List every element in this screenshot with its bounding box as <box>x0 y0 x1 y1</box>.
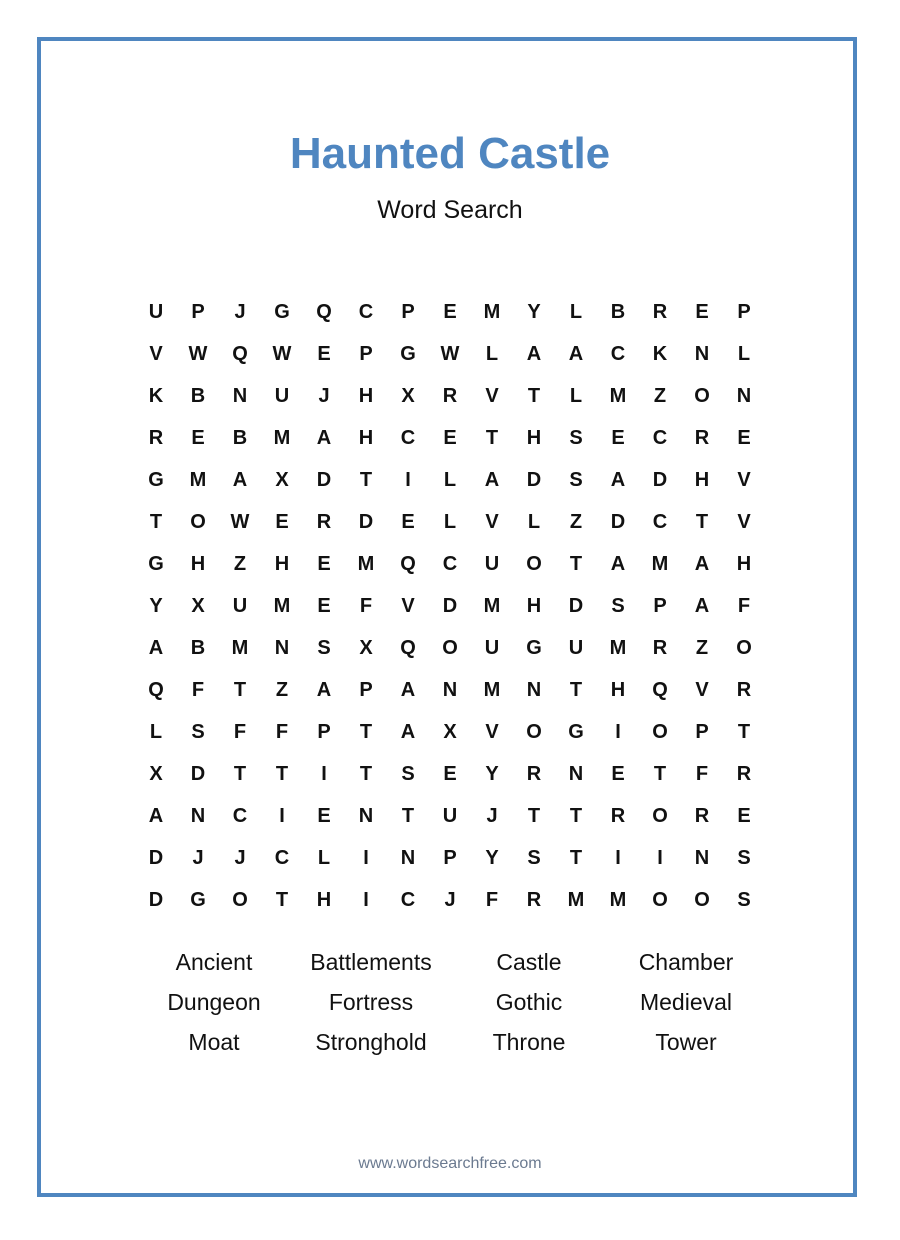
grid-letter[interactable]: O <box>652 721 668 743</box>
grid-letter[interactable]: R <box>736 763 752 785</box>
grid-letter[interactable]: V <box>737 469 751 491</box>
puzzle-title: Haunted Castle <box>289 129 611 178</box>
grid-letter[interactable]: E <box>737 427 751 449</box>
grid-letter[interactable]: C <box>400 427 416 449</box>
grid-letter[interactable]: S <box>611 595 625 617</box>
grid-letter[interactable]: F <box>275 721 289 743</box>
grid-letter[interactable]: I <box>405 469 411 491</box>
word-list-item: Battlements <box>310 949 432 975</box>
grid-letter[interactable]: R <box>610 805 626 827</box>
grid-letter[interactable]: P <box>653 595 667 617</box>
grid-letter[interactable]: J <box>234 301 246 323</box>
grid-letter[interactable]: G <box>568 721 584 743</box>
grid-letter[interactable]: X <box>401 385 415 407</box>
grid-letter[interactable]: M <box>273 595 291 617</box>
grid-letter[interactable]: E <box>443 763 457 785</box>
grid-letter[interactable]: F <box>695 763 709 785</box>
grid-letter[interactable]: V <box>485 385 499 407</box>
grid-letter[interactable]: Y <box>527 301 541 323</box>
grid-letter[interactable]: S <box>317 637 331 659</box>
word-list-item: Dungeon <box>167 989 261 1015</box>
grid-letter[interactable]: T <box>233 763 247 785</box>
grid-letter[interactable]: N <box>400 847 416 869</box>
grid-letter[interactable]: U <box>232 595 248 617</box>
grid-letter[interactable]: P <box>317 721 331 743</box>
grid-letter[interactable]: T <box>527 385 541 407</box>
grid-letter[interactable]: A <box>316 679 332 701</box>
grid-letter[interactable]: U <box>442 805 458 827</box>
grid-letter[interactable]: T <box>359 763 373 785</box>
grid-letter[interactable]: L <box>485 343 499 365</box>
grid-letter[interactable]: O <box>526 721 542 743</box>
grid-letter[interactable]: Z <box>653 385 667 407</box>
grid-letter[interactable]: V <box>401 595 415 617</box>
grid-letter[interactable]: R <box>442 385 458 407</box>
grid-letter[interactable]: A <box>148 805 164 827</box>
grid-letter[interactable]: G <box>400 343 416 365</box>
grid-letter[interactable]: M <box>483 595 501 617</box>
grid-letter[interactable]: T <box>275 889 289 911</box>
grid-letter[interactable]: G <box>274 301 290 323</box>
grid-letter[interactable]: H <box>526 595 542 617</box>
grid-letter[interactable]: Q <box>148 679 164 701</box>
grid-letter[interactable]: M <box>273 427 291 449</box>
grid-letter[interactable]: M <box>231 637 249 659</box>
grid-letter[interactable]: H <box>316 889 332 911</box>
grid-letter[interactable]: B <box>232 427 248 449</box>
grid-letter[interactable]: S <box>737 889 751 911</box>
grid-letter[interactable]: W <box>440 343 460 365</box>
grid-letter[interactable]: C <box>652 511 668 533</box>
grid-letter[interactable]: C <box>400 889 416 911</box>
word-list-item: Medieval <box>639 989 733 1015</box>
grid-letter[interactable]: D <box>190 763 206 785</box>
grid-letter[interactable]: H <box>190 553 206 575</box>
grid-letter[interactable]: N <box>190 805 206 827</box>
grid-letter[interactable]: D <box>610 511 626 533</box>
grid-letter[interactable]: T <box>569 805 583 827</box>
grid-letter[interactable]: T <box>233 679 247 701</box>
grid-letter[interactable]: R <box>148 427 164 449</box>
grid-letter[interactable]: O <box>652 805 668 827</box>
grid-letter[interactable]: D <box>442 595 458 617</box>
grid-letter[interactable]: O <box>736 637 752 659</box>
grid-letter[interactable]: O <box>694 889 710 911</box>
grid-letter[interactable]: V <box>695 679 709 701</box>
grid-letter[interactable]: A <box>316 427 332 449</box>
grid-letter[interactable]: E <box>317 805 331 827</box>
grid-letter[interactable]: S <box>401 763 415 785</box>
grid-letter[interactable]: M <box>609 637 627 659</box>
grid-letter[interactable]: A <box>694 595 710 617</box>
grid-letter[interactable]: Z <box>695 637 709 659</box>
grid-letter[interactable]: V <box>485 511 499 533</box>
grid-letter[interactable]: B <box>190 637 206 659</box>
grid-letter[interactable]: Z <box>275 679 289 701</box>
grid-letter[interactable]: T <box>653 763 667 785</box>
grid-letter[interactable]: U <box>484 637 500 659</box>
grid-letter[interactable]: P <box>401 301 415 323</box>
grid-letter[interactable]: A <box>400 721 416 743</box>
word-list-item: Tower <box>655 1029 717 1055</box>
grid-letter[interactable]: G <box>190 889 206 911</box>
grid-letter[interactable]: H <box>274 553 290 575</box>
grid-letter[interactable]: N <box>694 847 710 869</box>
grid-letter[interactable]: P <box>359 679 373 701</box>
grid-letter[interactable]: H <box>610 679 626 701</box>
grid-letter[interactable]: P <box>443 847 457 869</box>
grid-letter[interactable]: E <box>443 301 457 323</box>
grid-letter[interactable]: T <box>569 847 583 869</box>
grid-letter[interactable]: N <box>274 637 290 659</box>
grid-letter[interactable]: Q <box>316 301 332 323</box>
grid-letter[interactable]: R <box>526 763 542 785</box>
grid-letter[interactable]: Q <box>232 343 248 365</box>
grid-letter[interactable]: A <box>610 553 626 575</box>
grid-letter[interactable]: N <box>358 805 374 827</box>
grid-letter[interactable]: R <box>736 679 752 701</box>
grid-letter[interactable]: V <box>737 511 751 533</box>
grid-letter[interactable]: J <box>192 847 204 869</box>
grid-letter[interactable]: C <box>232 805 248 827</box>
word-list-item: Castle <box>496 949 562 975</box>
grid-letter[interactable]: J <box>444 889 456 911</box>
grid-letter[interactable]: Q <box>400 553 416 575</box>
grid-letter[interactable]: B <box>610 301 626 323</box>
grid-letter[interactable]: Y <box>485 763 499 785</box>
grid-letter[interactable]: N <box>568 763 584 785</box>
grid-letter[interactable]: R <box>694 427 710 449</box>
grid-letter[interactable]: J <box>486 805 498 827</box>
grid-letter[interactable]: T <box>359 721 373 743</box>
grid-letter[interactable]: F <box>737 595 751 617</box>
grid-letter[interactable]: S <box>191 721 205 743</box>
grid-letter[interactable]: C <box>652 427 668 449</box>
grid-letter[interactable]: T <box>359 469 373 491</box>
grid-letter[interactable]: L <box>443 511 457 533</box>
grid-letter[interactable]: D <box>148 847 164 869</box>
grid-letter[interactable]: P <box>191 301 205 323</box>
grid-letter[interactable]: X <box>149 763 163 785</box>
grid-letter[interactable]: T <box>275 763 289 785</box>
grid-letter[interactable]: H <box>736 553 752 575</box>
puzzle-subtitle: Word Search <box>377 196 523 224</box>
grid-letter[interactable]: X <box>443 721 457 743</box>
grid-letter[interactable]: P <box>359 343 373 365</box>
grid-letter[interactable]: N <box>526 679 542 701</box>
grid-letter[interactable]: Q <box>400 637 416 659</box>
grid-letter[interactable]: P <box>737 301 751 323</box>
grid-letter[interactable]: L <box>569 301 583 323</box>
grid-letter[interactable]: A <box>232 469 248 491</box>
grid-letter[interactable]: S <box>569 427 583 449</box>
grid-letter[interactable]: R <box>316 511 332 533</box>
grid-letter[interactable]: S <box>527 847 541 869</box>
grid-letter[interactable]: D <box>526 469 542 491</box>
grid-letter[interactable]: T <box>569 679 583 701</box>
grid-letter[interactable]: R <box>652 301 668 323</box>
grid-letter[interactable]: L <box>569 385 583 407</box>
grid-letter[interactable]: T <box>695 511 709 533</box>
grid-letter[interactable]: A <box>148 637 164 659</box>
grid-letter[interactable]: J <box>234 847 246 869</box>
grid-letter[interactable]: F <box>359 595 373 617</box>
grid-letter[interactable]: C <box>358 301 374 323</box>
word-list-item: Moat <box>188 1029 240 1055</box>
grid-letter[interactable]: T <box>527 805 541 827</box>
grid-letter[interactable]: S <box>737 847 751 869</box>
grid-letter[interactable]: N <box>694 343 710 365</box>
grid-letter[interactable]: U <box>484 553 500 575</box>
grid-letter[interactable]: E <box>611 763 625 785</box>
grid-letter[interactable]: C <box>274 847 290 869</box>
grid-letter[interactable]: G <box>148 553 164 575</box>
word-list-item: Stronghold <box>315 1029 427 1055</box>
grid-letter[interactable]: W <box>230 511 250 533</box>
grid-letter[interactable]: H <box>526 427 542 449</box>
grid-letter[interactable]: O <box>652 889 668 911</box>
grid-letter[interactable]: M <box>189 469 207 491</box>
grid-letter[interactable]: L <box>443 469 457 491</box>
grid-letter[interactable]: M <box>651 553 669 575</box>
grid-letter[interactable]: M <box>567 889 585 911</box>
grid-letter[interactable]: V <box>485 721 499 743</box>
grid-letter[interactable]: N <box>736 385 752 407</box>
grid-letter[interactable]: M <box>357 553 375 575</box>
grid-letter[interactable]: O <box>694 385 710 407</box>
grid-letter[interactable]: G <box>526 637 542 659</box>
grid-letter[interactable]: F <box>233 721 247 743</box>
grid-letter[interactable]: H <box>358 427 374 449</box>
grid-letter[interactable]: A <box>400 679 416 701</box>
grid-letter[interactable]: M <box>483 301 501 323</box>
grid-letter[interactable]: M <box>609 385 627 407</box>
grid-letter[interactable]: I <box>321 763 327 785</box>
grid-letter[interactable]: V <box>149 343 163 365</box>
grid-letter[interactable]: P <box>695 721 709 743</box>
grid-letter[interactable]: I <box>657 847 663 869</box>
grid-letter[interactable]: X <box>275 469 289 491</box>
grid-letter[interactable]: D <box>148 889 164 911</box>
grid-letter[interactable]: I <box>363 889 369 911</box>
footer-url[interactable]: www.wordsearchfree.com <box>358 1155 542 1172</box>
grid-letter[interactable]: E <box>611 427 625 449</box>
grid-letter[interactable]: A <box>610 469 626 491</box>
grid-letter[interactable]: U <box>148 301 164 323</box>
grid-letter[interactable]: T <box>149 511 163 533</box>
grid-letter[interactable]: E <box>695 301 709 323</box>
grid-letter[interactable]: B <box>190 385 206 407</box>
grid-letter[interactable]: G <box>148 469 164 491</box>
grid-letter[interactable]: Q <box>652 679 668 701</box>
grid-letter[interactable]: E <box>317 343 331 365</box>
grid-letter[interactable]: I <box>615 721 621 743</box>
grid-letter[interactable]: Z <box>569 511 583 533</box>
grid-letter[interactable]: K <box>652 343 668 365</box>
grid-letter[interactable]: I <box>615 847 621 869</box>
grid-letter[interactable]: O <box>442 637 458 659</box>
grid-letter[interactable]: E <box>191 427 205 449</box>
grid-letter[interactable]: E <box>737 805 751 827</box>
grid-letter[interactable]: O <box>526 553 542 575</box>
grid-letter[interactable]: E <box>443 427 457 449</box>
grid-letter[interactable]: T <box>485 427 499 449</box>
grid-letter[interactable]: D <box>316 469 332 491</box>
grid-letter[interactable]: C <box>610 343 626 365</box>
grid-letter[interactable]: E <box>401 511 415 533</box>
grid-letter[interactable]: O <box>190 511 206 533</box>
word-list-item: Ancient <box>175 949 253 975</box>
word-list-item: Fortress <box>328 989 414 1015</box>
grid-letter[interactable]: I <box>279 805 285 827</box>
grid-letter[interactable]: D <box>358 511 374 533</box>
grid-letter[interactable]: J <box>318 385 330 407</box>
grid-letter[interactable]: N <box>232 385 248 407</box>
grid-letter[interactable]: R <box>694 805 710 827</box>
grid-letter[interactable]: D <box>652 469 668 491</box>
grid-letter[interactable]: T <box>401 805 415 827</box>
grid-letter[interactable]: K <box>148 385 164 407</box>
grid-letter[interactable]: A <box>568 343 584 365</box>
grid-letter[interactable]: D <box>568 595 584 617</box>
grid-letter[interactable]: L <box>527 511 541 533</box>
grid-letter[interactable]: H <box>358 385 374 407</box>
grid-letter[interactable]: Y <box>149 595 163 617</box>
grid-letter[interactable]: X <box>359 637 373 659</box>
grid-letter[interactable]: L <box>149 721 163 743</box>
grid-letter[interactable]: W <box>272 343 292 365</box>
grid-letter[interactable]: T <box>569 553 583 575</box>
word-list-item: Gothic <box>495 989 563 1015</box>
grid-letter[interactable]: X <box>191 595 205 617</box>
grid-letter[interactable]: F <box>485 889 499 911</box>
grid-letter[interactable]: H <box>694 469 710 491</box>
grid-letter[interactable]: A <box>484 469 500 491</box>
grid-letter[interactable]: F <box>191 679 205 701</box>
grid-letter[interactable]: T <box>737 721 751 743</box>
grid-letter[interactable]: R <box>526 889 542 911</box>
word-list-item: Chamber <box>638 949 734 975</box>
grid-letter[interactable]: I <box>363 847 369 869</box>
grid-letter[interactable]: L <box>737 343 751 365</box>
grid-letter[interactable]: Y <box>485 847 499 869</box>
grid-letter[interactable]: A <box>526 343 542 365</box>
grid-letter[interactable]: O <box>232 889 248 911</box>
grid-letter[interactable]: R <box>652 637 668 659</box>
grid-letter[interactable]: E <box>317 595 331 617</box>
grid-letter[interactable]: N <box>442 679 458 701</box>
grid-letter[interactable]: A <box>694 553 710 575</box>
grid-letter[interactable]: S <box>569 469 583 491</box>
grid-letter[interactable]: U <box>274 385 290 407</box>
grid-letter[interactable]: Z <box>233 553 247 575</box>
word-list-item: Throne <box>492 1029 566 1055</box>
grid-letter[interactable]: E <box>275 511 289 533</box>
grid-letter[interactable]: U <box>568 637 584 659</box>
grid-letter[interactable]: W <box>188 343 208 365</box>
grid-letter[interactable]: E <box>317 553 331 575</box>
grid-letter[interactable]: M <box>609 889 627 911</box>
grid-letter[interactable]: C <box>442 553 458 575</box>
grid-letter[interactable]: M <box>483 679 501 701</box>
grid-letter[interactable]: L <box>317 847 331 869</box>
